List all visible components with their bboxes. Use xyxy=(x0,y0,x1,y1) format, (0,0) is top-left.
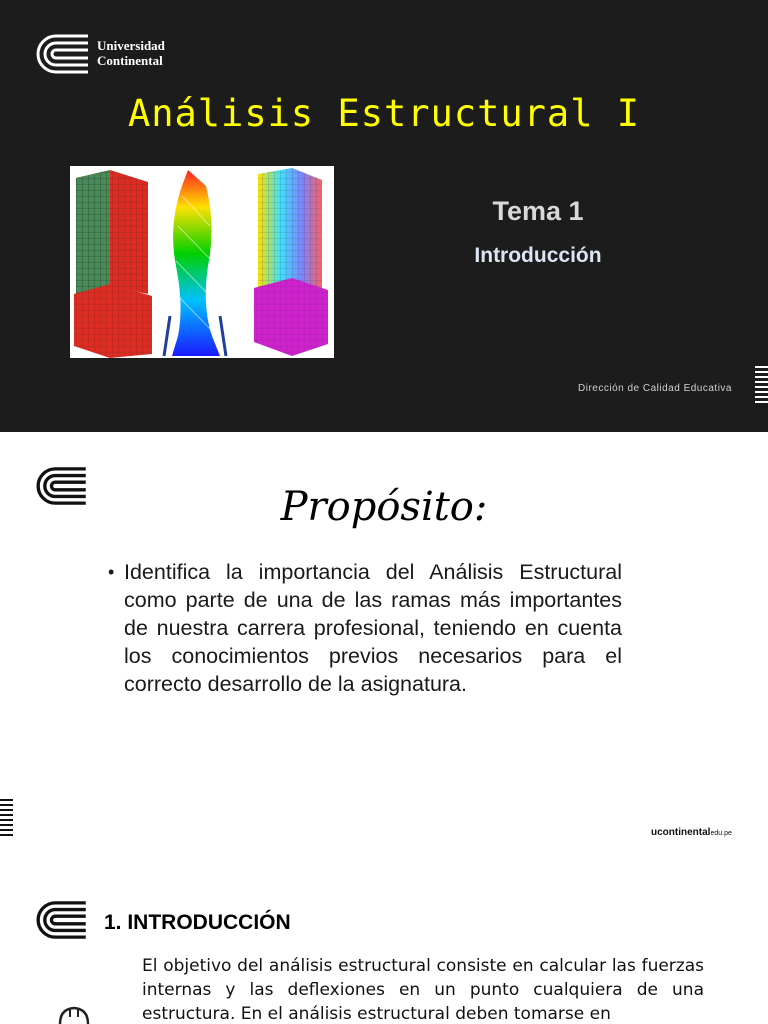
building-models-image xyxy=(70,166,334,358)
bullet-item xyxy=(108,558,622,698)
website-suffix: edu.pe xyxy=(710,830,732,837)
university-logo-icon xyxy=(34,900,88,940)
bullet-marker: • xyxy=(108,562,115,582)
website-label xyxy=(651,827,732,838)
intro-paragraph: El objetivo del análisis estructural consiste en calcular las fuerzas internas y las deflexiones en un punto cualquiera de una estructura. En el análisis estructural deben tomarse en xyxy=(142,956,704,1024)
website-main: ucontinental xyxy=(651,827,711,838)
topic-subtitle: Introducción xyxy=(474,244,602,267)
university-name-line1: Universidad xyxy=(97,38,165,53)
helmet-icon xyxy=(56,1005,92,1024)
course-title: Análisis Estructural I xyxy=(127,92,641,135)
footer-text: Dirección de Calidad Educativa xyxy=(578,383,732,394)
bullet-text: Identifica la importancia del Análisis Estructural como parte de una de las ramas más importantes de nuestra carrera profesional, teniendo en cuenta los conocimientos previos necesarios para el correcto desarrollo de la asignatura. xyxy=(124,560,622,696)
menu-bars-icon xyxy=(755,366,768,406)
slide-introduction xyxy=(0,864,768,1024)
slide-title xyxy=(0,0,768,432)
topic-number: Tema 1 xyxy=(492,196,584,226)
university-logo-icon xyxy=(34,33,90,75)
menu-bars-icon xyxy=(0,799,13,839)
section-title: 1. INTRODUCCIÓN xyxy=(104,911,291,934)
university-name-line2: Continental xyxy=(97,53,163,68)
university-name xyxy=(97,38,165,68)
section-heading: Propósito: xyxy=(280,484,488,530)
slide-purpose xyxy=(0,432,768,864)
